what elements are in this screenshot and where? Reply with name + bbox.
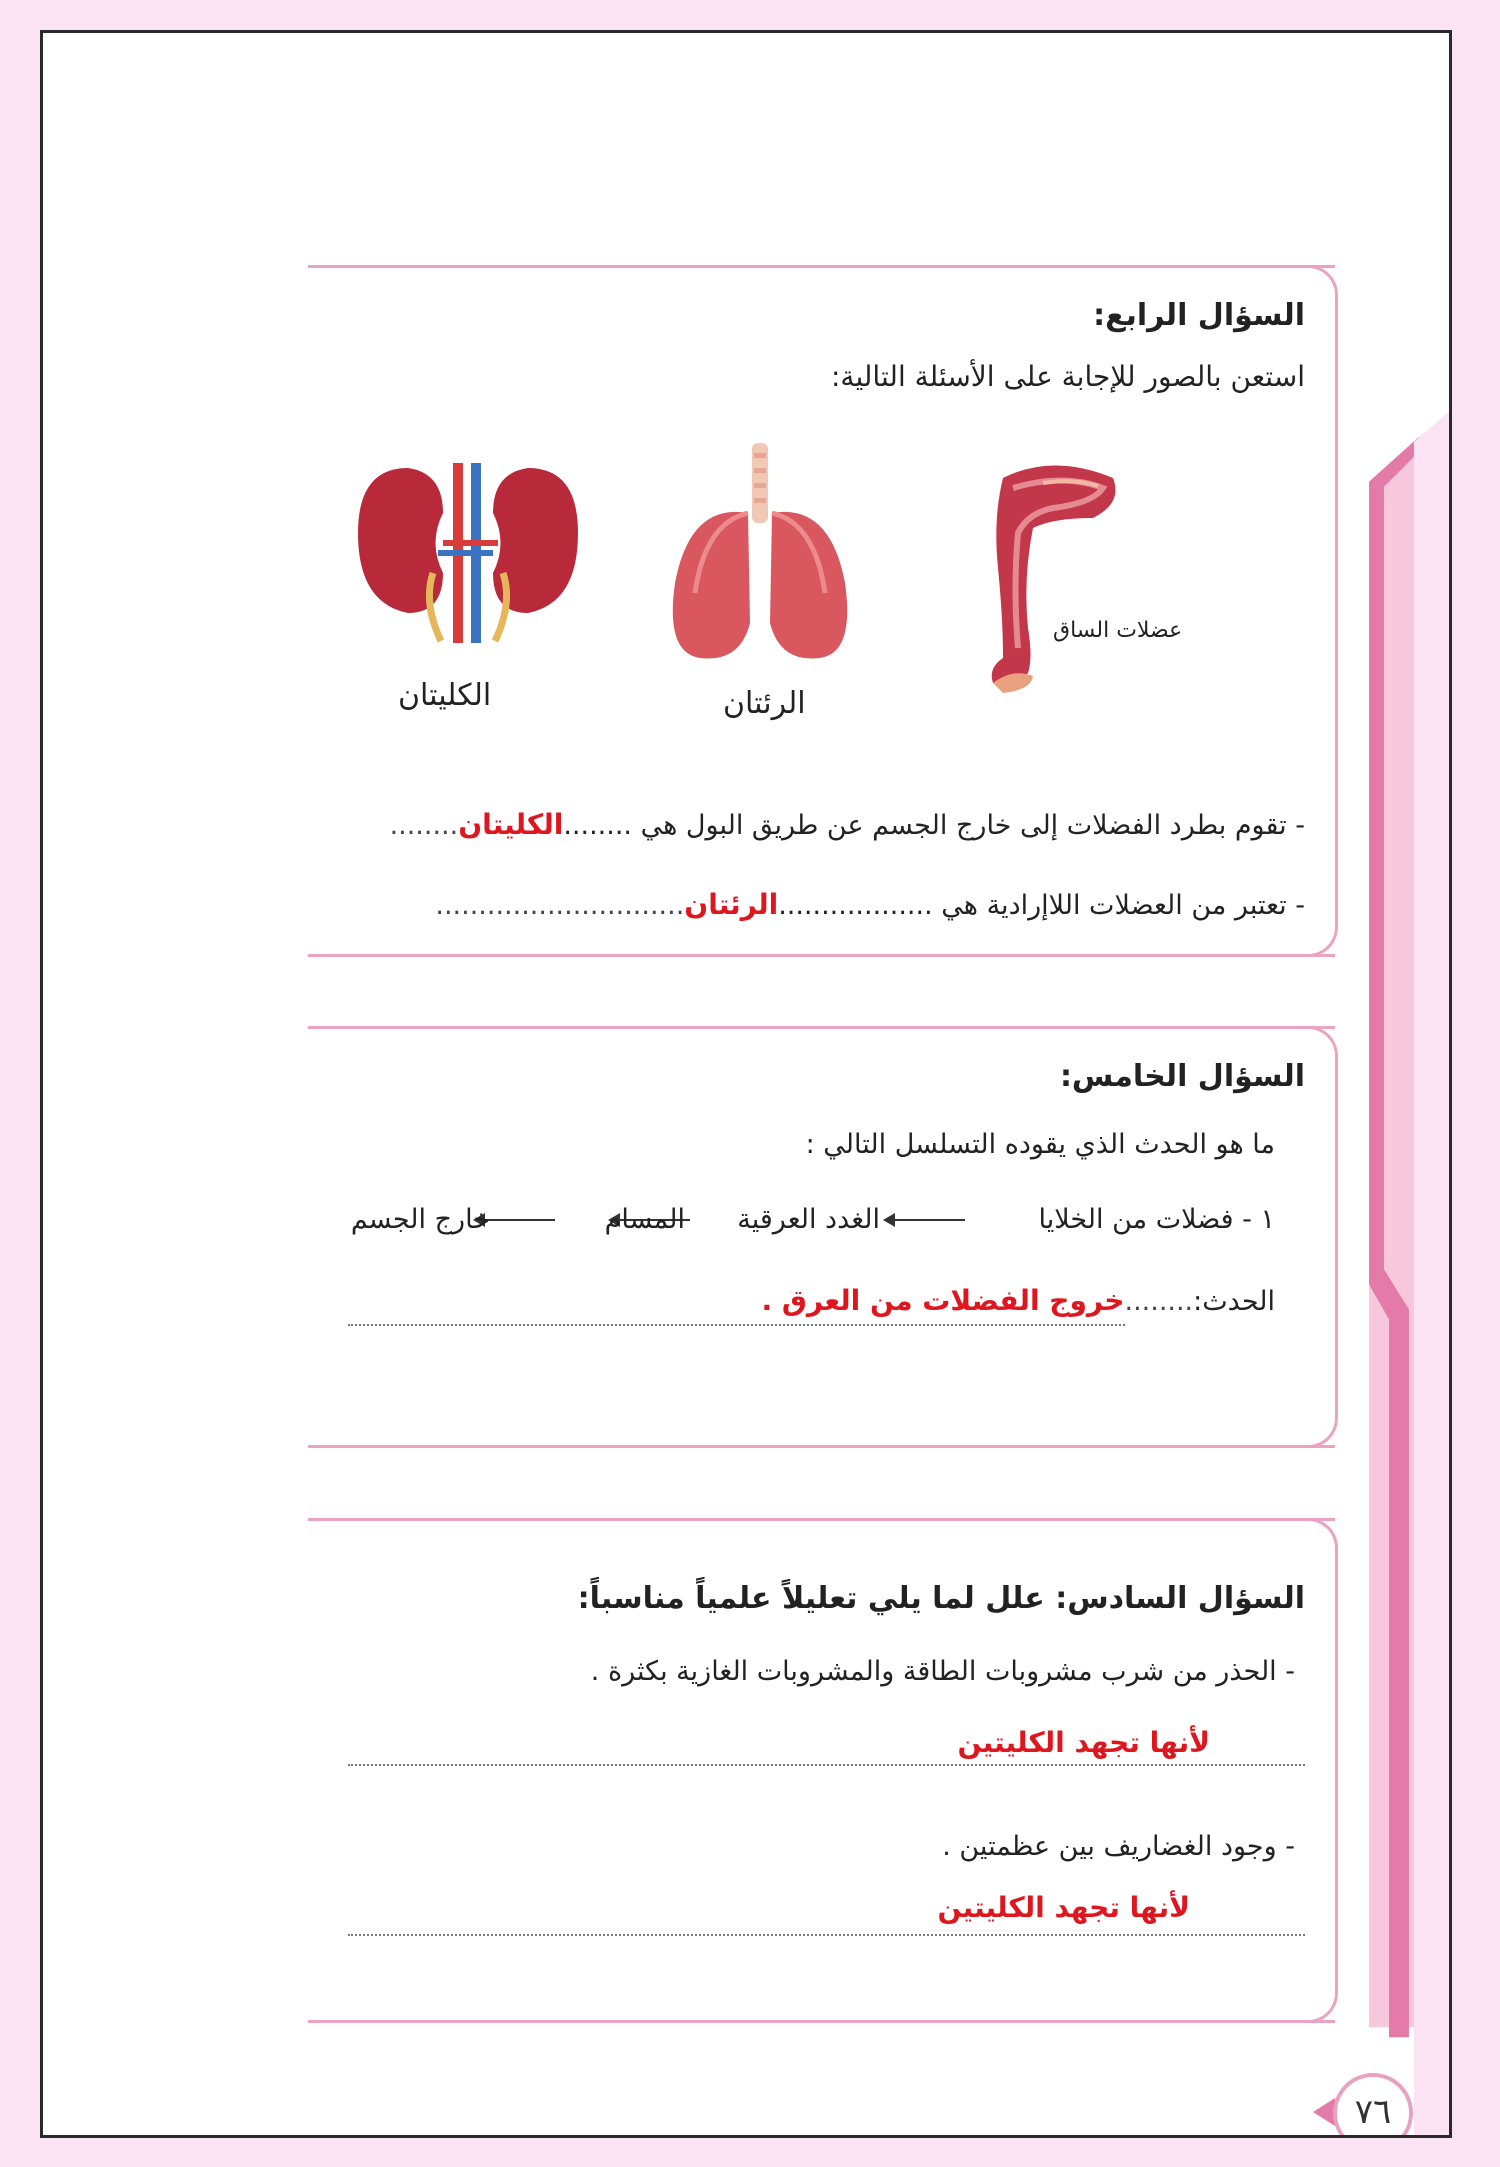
question-six-title: السؤال السادس: علل لما يلي تعليلاً علمياً مناسباً: — [577, 1581, 1305, 1616]
event-answer-line — [348, 1324, 1125, 1326]
item-one-text: - تقوم بطرد الفضلات إلى خارج الجسم عن طريق البول هي ........ — [563, 810, 1305, 841]
event-label: الحدث: — [1193, 1286, 1275, 1317]
leg-muscles-icon — [973, 458, 1133, 698]
question-six-answer-two: لأنها تجهد الكليتين — [937, 1891, 1190, 1924]
lungs-icon — [660, 443, 860, 673]
decorative-side-band — [1329, 33, 1449, 2135]
event-dots: ........ — [1124, 1286, 1194, 1317]
sequence-step-two: الغدد العرقية — [737, 1204, 880, 1235]
item-two-dots: ............................. — [435, 890, 685, 921]
question-five-title: السؤال الخامس: — [1059, 1059, 1305, 1094]
worksheet-page — [40, 30, 1452, 2138]
item-one-answer: الكليتان — [458, 808, 564, 841]
question-four-title: السؤال الرابع: — [1093, 298, 1305, 333]
sequence-step-three: المسام — [604, 1204, 685, 1235]
event-row — [762, 1284, 1275, 1317]
sequence-step-four: خارج الجسم — [350, 1204, 490, 1235]
question-five-question: ما هو الحدث الذي يقوده التسلسل التالي : — [805, 1129, 1275, 1160]
sequence-arrow-one — [885, 1219, 965, 1221]
question-four-card — [308, 265, 1338, 957]
question-six-card — [308, 1518, 1338, 2023]
question-six-answer-line-one — [348, 1764, 1305, 1766]
sequence-step-one: ١ - فضلات من الخلايا — [1038, 1204, 1275, 1235]
kidneys-caption: الكليتان — [398, 678, 492, 713]
question-four-item-one — [390, 808, 1305, 841]
question-six-answer-line-two — [348, 1934, 1305, 1936]
item-two-text: - تعتبر من العضلات اللاإرادية هي .................. — [778, 890, 1305, 921]
lungs-caption: الرئتان — [723, 686, 806, 721]
event-answer: خروج الفضلات من العرق . — [761, 1284, 1125, 1317]
question-five-card — [308, 1026, 1338, 1448]
question-six-item-two: - وجود الغضاريف بين عظمتين . — [942, 1831, 1295, 1862]
question-six-answer-one: لأنها تجهد الكليتين — [957, 1726, 1210, 1759]
item-two-answer: الرئتان — [684, 888, 779, 921]
question-four-instruction: استعن بالصور للإجابة على الأسئلة التالية: — [831, 360, 1305, 393]
item-one-dots: ........ — [389, 810, 459, 841]
question-four-item-two — [435, 888, 1305, 921]
leg-muscles-caption: عضلات الساق — [1053, 618, 1183, 643]
page-number-tab — [1313, 2098, 1335, 2126]
page-number: ٧٦ — [1333, 2073, 1413, 2138]
kidneys-icon — [353, 463, 583, 643]
question-six-item-one: - الحذر من شرب مشروبات الطاقة والمشروبات الغازية بكثرة . — [590, 1656, 1295, 1687]
